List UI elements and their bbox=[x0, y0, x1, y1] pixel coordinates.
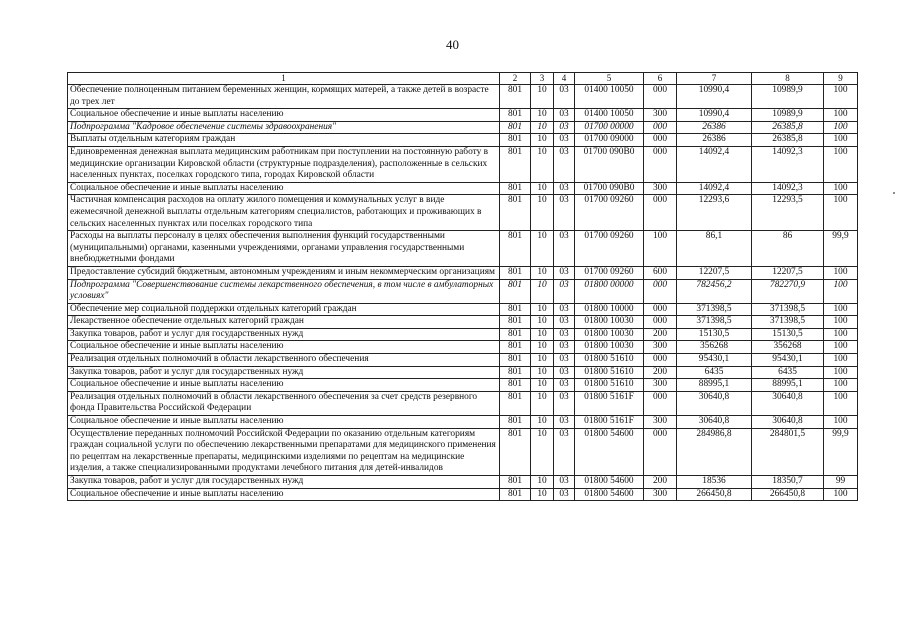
executed-amount-cell: 26385,8 bbox=[752, 121, 824, 134]
section-code-cell: 10 bbox=[531, 146, 554, 182]
ministry-code-cell: 801 bbox=[500, 476, 531, 489]
target-article-cell: 01700 09260 bbox=[575, 231, 644, 267]
ministry-code-cell: 801 bbox=[500, 316, 531, 329]
subsection-code-cell: 03 bbox=[554, 316, 575, 329]
planned-amount-cell: 10990,4 bbox=[677, 85, 752, 109]
target-article-cell: 01800 54600 bbox=[575, 488, 644, 501]
table-row bbox=[68, 416, 858, 429]
subsection-code-cell: 03 bbox=[554, 391, 575, 415]
target-article-cell: 01700 09000 bbox=[575, 134, 644, 147]
table-row bbox=[68, 428, 858, 475]
expense-type-cell: 000 bbox=[644, 195, 677, 231]
subsection-code-cell: 03 bbox=[554, 416, 575, 429]
target-article-cell: 01700 090В0 bbox=[575, 182, 644, 195]
ministry-code-cell: 801 bbox=[500, 416, 531, 429]
section-code-cell: 10 bbox=[531, 354, 554, 367]
ministry-code-cell: 801 bbox=[500, 328, 531, 341]
page-number: 40 bbox=[446, 37, 459, 52]
header-cell: 1 bbox=[68, 73, 500, 85]
target-article-cell: 01800 54600 bbox=[575, 476, 644, 489]
table-row bbox=[68, 354, 858, 367]
section-code-cell: 10 bbox=[531, 279, 554, 303]
executed-amount-cell: 86 bbox=[752, 231, 824, 267]
ministry-code-cell: 801 bbox=[500, 341, 531, 354]
expense-type-cell: 300 bbox=[644, 416, 677, 429]
expense-type-cell: 200 bbox=[644, 366, 677, 379]
header-cell: 5 bbox=[575, 73, 644, 85]
item-name-cell: Обеспечение мер социальной поддержки отдельных категорий граждан bbox=[68, 303, 500, 316]
executed-amount-cell: 10989,9 bbox=[752, 109, 824, 122]
table-row bbox=[68, 146, 858, 182]
table-row bbox=[68, 109, 858, 122]
subsection-code-cell: 03 bbox=[554, 379, 575, 392]
target-article-cell: 01800 10030 bbox=[575, 328, 644, 341]
execution-percent-cell: 100 bbox=[824, 121, 858, 134]
table-row bbox=[68, 279, 858, 303]
execution-percent-cell: 100 bbox=[824, 182, 858, 195]
execution-percent-cell: 100 bbox=[824, 416, 858, 429]
expense-type-cell: 300 bbox=[644, 182, 677, 195]
header-cell: 8 bbox=[752, 73, 824, 85]
planned-amount-cell: 356268 bbox=[677, 341, 752, 354]
table-row bbox=[68, 182, 858, 195]
executed-amount-cell: 371398,5 bbox=[752, 303, 824, 316]
execution-percent-cell: 99,9 bbox=[824, 231, 858, 267]
execution-percent-cell: 100 bbox=[824, 279, 858, 303]
target-article-cell: 01800 10000 bbox=[575, 303, 644, 316]
ministry-code-cell: 801 bbox=[500, 391, 531, 415]
executed-amount-cell: 356268 bbox=[752, 341, 824, 354]
subsection-code-cell: 03 bbox=[554, 146, 575, 182]
execution-percent-cell: 100 bbox=[824, 134, 858, 147]
table-row bbox=[68, 303, 858, 316]
scan-speck bbox=[893, 192, 895, 194]
expense-type-cell: 200 bbox=[644, 328, 677, 341]
section-code-cell: 10 bbox=[531, 416, 554, 429]
executed-amount-cell: 15130,5 bbox=[752, 328, 824, 341]
item-name-cell: Социальное обеспечение и иные выплаты населению bbox=[68, 379, 500, 392]
item-name-cell: Закупка товаров, работ и услуг для государственных нужд bbox=[68, 476, 500, 489]
subsection-code-cell: 03 bbox=[554, 266, 575, 279]
subsection-code-cell: 03 bbox=[554, 134, 575, 147]
expense-type-cell: 000 bbox=[644, 428, 677, 475]
execution-percent-cell: 100 bbox=[824, 316, 858, 329]
expense-type-cell: 000 bbox=[644, 391, 677, 415]
expense-type-cell: 000 bbox=[644, 134, 677, 147]
expense-type-cell: 100 bbox=[644, 231, 677, 267]
table-row bbox=[68, 379, 858, 392]
planned-amount-cell: 12293,6 bbox=[677, 195, 752, 231]
execution-percent-cell: 100 bbox=[824, 303, 858, 316]
section-code-cell: 10 bbox=[531, 328, 554, 341]
item-name-cell: Осуществление переданных полномочий Российской Федерации по оказанию отдельным категориям граждан социальной услуги по обеспечению лекарственными препаратами для медицинского применения по рецептам на лекарственные препараты, медицинскими изделиями по рецептам на медицинские изделия, а также специализированными продуктами лечебного питания для детей-инвалидов bbox=[68, 428, 500, 475]
expense-type-cell: 000 bbox=[644, 85, 677, 109]
expense-type-cell: 300 bbox=[644, 109, 677, 122]
expense-type-cell: 000 bbox=[644, 146, 677, 182]
expense-type-cell: 000 bbox=[644, 354, 677, 367]
expense-type-cell: 000 bbox=[644, 279, 677, 303]
item-name-cell: Подпрограмма "Совершенствование системы лекарственного обеспечения, в том числе в амбулаторных условиях" bbox=[68, 279, 500, 303]
item-name-cell: Реализация отдельных полномочий в области лекарственного обеспечения bbox=[68, 354, 500, 367]
target-article-cell: 01700 09260 bbox=[575, 266, 644, 279]
section-code-cell: 10 bbox=[531, 428, 554, 475]
target-article-cell: 01800 5161F bbox=[575, 391, 644, 415]
subsection-code-cell: 03 bbox=[554, 488, 575, 501]
table-row bbox=[68, 328, 858, 341]
header-cell: 9 bbox=[824, 73, 858, 85]
item-name-cell: Социальное обеспечение и иные выплаты населению bbox=[68, 341, 500, 354]
item-name-cell: Социальное обеспечение и иные выплаты населению bbox=[68, 182, 500, 195]
item-name-cell: Расходы на выплаты персоналу в целях обеспечения выполнения функций государственными (муниципальными) органами, казенными учреждениями, органами управления государственными внебюджетными фондами bbox=[68, 231, 500, 267]
expense-type-cell: 000 bbox=[644, 316, 677, 329]
subsection-code-cell: 03 bbox=[554, 476, 575, 489]
section-code-cell: 10 bbox=[531, 231, 554, 267]
target-article-cell: 01800 54600 bbox=[575, 428, 644, 475]
planned-amount-cell: 30640,8 bbox=[677, 416, 752, 429]
target-article-cell: 01800 10030 bbox=[575, 341, 644, 354]
item-name-cell: Выплаты отдельным категориям граждан bbox=[68, 134, 500, 147]
executed-amount-cell: 18350,7 bbox=[752, 476, 824, 489]
planned-amount-cell: 86,1 bbox=[677, 231, 752, 267]
table-row bbox=[68, 366, 858, 379]
target-article-cell: 01700 00000 bbox=[575, 121, 644, 134]
subsection-code-cell: 03 bbox=[554, 109, 575, 122]
ministry-code-cell: 801 bbox=[500, 488, 531, 501]
ministry-code-cell: 801 bbox=[500, 266, 531, 279]
executed-amount-cell: 88995,1 bbox=[752, 379, 824, 392]
subsection-code-cell: 03 bbox=[554, 121, 575, 134]
table-header-row bbox=[68, 73, 858, 85]
planned-amount-cell: 6435 bbox=[677, 366, 752, 379]
planned-amount-cell: 18536 bbox=[677, 476, 752, 489]
item-name-cell: Закупка товаров, работ и услуг для государственных нужд bbox=[68, 366, 500, 379]
header-cell: 6 bbox=[644, 73, 677, 85]
planned-amount-cell: 284986,8 bbox=[677, 428, 752, 475]
executed-amount-cell: 26385,8 bbox=[752, 134, 824, 147]
header-cell: 2 bbox=[500, 73, 531, 85]
section-code-cell: 10 bbox=[531, 379, 554, 392]
subsection-code-cell: 03 bbox=[554, 341, 575, 354]
subsection-code-cell: 03 bbox=[554, 85, 575, 109]
section-code-cell: 10 bbox=[531, 488, 554, 501]
section-code-cell: 10 bbox=[531, 182, 554, 195]
table-row bbox=[68, 316, 858, 329]
table-row bbox=[68, 341, 858, 354]
item-name-cell: Подпрограмма "Кадровое обеспечение системы здравоохранения" bbox=[68, 121, 500, 134]
executed-amount-cell: 14092,3 bbox=[752, 146, 824, 182]
planned-amount-cell: 26386 bbox=[677, 134, 752, 147]
table-row bbox=[68, 266, 858, 279]
executed-amount-cell: 30640,8 bbox=[752, 391, 824, 415]
execution-percent-cell: 100 bbox=[824, 328, 858, 341]
execution-percent-cell: 100 bbox=[824, 195, 858, 231]
table-body bbox=[68, 85, 858, 501]
table-row bbox=[68, 121, 858, 134]
ministry-code-cell: 801 bbox=[500, 428, 531, 475]
item-name-cell: Социальное обеспечение и иные выплаты населению bbox=[68, 109, 500, 122]
planned-amount-cell: 12207,5 bbox=[677, 266, 752, 279]
item-name-cell: Реализация отдельных полномочий в области лекарственного обеспечения за счет средств резервного фонда Правительства Российской Федерации bbox=[68, 391, 500, 415]
ministry-code-cell: 801 bbox=[500, 231, 531, 267]
execution-percent-cell: 100 bbox=[824, 354, 858, 367]
expense-type-cell: 200 bbox=[644, 476, 677, 489]
table-row bbox=[68, 195, 858, 231]
section-code-cell: 10 bbox=[531, 195, 554, 231]
section-code-cell: 10 bbox=[531, 341, 554, 354]
expense-type-cell: 300 bbox=[644, 341, 677, 354]
execution-percent-cell: 100 bbox=[824, 146, 858, 182]
execution-percent-cell: 100 bbox=[824, 266, 858, 279]
planned-amount-cell: 95430,1 bbox=[677, 354, 752, 367]
section-code-cell: 10 bbox=[531, 134, 554, 147]
executed-amount-cell: 10989,9 bbox=[752, 85, 824, 109]
executed-amount-cell: 266450,8 bbox=[752, 488, 824, 501]
planned-amount-cell: 26386 bbox=[677, 121, 752, 134]
item-name-cell: Единовременная денежная выплата медицинским работникам при поступлении на постоянную работу в медицинские организации Кировской области (структурные подразделения), расположенные в сельских населенных пунктах, поселках городского типа, городах Кировской области bbox=[68, 146, 500, 182]
ministry-code-cell: 801 bbox=[500, 354, 531, 367]
executed-amount-cell: 12207,5 bbox=[752, 266, 824, 279]
header-cell: 7 bbox=[677, 73, 752, 85]
planned-amount-cell: 88995,1 bbox=[677, 379, 752, 392]
table-row bbox=[68, 134, 858, 147]
execution-percent-cell: 99 bbox=[824, 476, 858, 489]
header-cell: 4 bbox=[554, 73, 575, 85]
subsection-code-cell: 03 bbox=[554, 428, 575, 475]
planned-amount-cell: 782456,2 bbox=[677, 279, 752, 303]
target-article-cell: 01800 51610 bbox=[575, 379, 644, 392]
ministry-code-cell: 801 bbox=[500, 366, 531, 379]
item-name-cell: Частичная компенсация расходов на оплату жилого помещения и коммунальных услуг в виде ежемесячной денежной выплаты отдельным категориям специалистов, работающих и проживающих в сельских населенных пунктах или поселках городского типа bbox=[68, 195, 500, 231]
executed-amount-cell: 14092,3 bbox=[752, 182, 824, 195]
budget-table bbox=[67, 72, 858, 501]
execution-percent-cell: 100 bbox=[824, 85, 858, 109]
ministry-code-cell: 801 bbox=[500, 85, 531, 109]
target-article-cell: 01800 51610 bbox=[575, 366, 644, 379]
target-article-cell: 01800 5161F bbox=[575, 416, 644, 429]
section-code-cell: 10 bbox=[531, 85, 554, 109]
ministry-code-cell: 801 bbox=[500, 279, 531, 303]
subsection-code-cell: 03 bbox=[554, 354, 575, 367]
subsection-code-cell: 03 bbox=[554, 195, 575, 231]
target-article-cell: 01700 090В0 bbox=[575, 146, 644, 182]
execution-percent-cell: 99,9 bbox=[824, 428, 858, 475]
planned-amount-cell: 10990,4 bbox=[677, 109, 752, 122]
execution-percent-cell: 100 bbox=[824, 379, 858, 392]
subsection-code-cell: 03 bbox=[554, 303, 575, 316]
section-code-cell: 10 bbox=[531, 391, 554, 415]
header-cell: 3 bbox=[531, 73, 554, 85]
planned-amount-cell: 15130,5 bbox=[677, 328, 752, 341]
section-code-cell: 10 bbox=[531, 366, 554, 379]
planned-amount-cell: 371398,5 bbox=[677, 316, 752, 329]
section-code-cell: 10 bbox=[531, 303, 554, 316]
executed-amount-cell: 12293,5 bbox=[752, 195, 824, 231]
ministry-code-cell: 801 bbox=[500, 121, 531, 134]
target-article-cell: 01800 10030 bbox=[575, 316, 644, 329]
table-row bbox=[68, 488, 858, 501]
expense-type-cell: 300 bbox=[644, 488, 677, 501]
section-code-cell: 10 bbox=[531, 121, 554, 134]
item-name-cell: Социальное обеспечение и иные выплаты населению bbox=[68, 416, 500, 429]
section-code-cell: 10 bbox=[531, 316, 554, 329]
executed-amount-cell: 284801,5 bbox=[752, 428, 824, 475]
ministry-code-cell: 801 bbox=[500, 195, 531, 231]
section-code-cell: 10 bbox=[531, 476, 554, 489]
ministry-code-cell: 801 bbox=[500, 134, 531, 147]
item-name-cell: Лекарственное обеспечение отдельных категорий граждан bbox=[68, 316, 500, 329]
subsection-code-cell: 03 bbox=[554, 328, 575, 341]
target-article-cell: 01400 10050 bbox=[575, 85, 644, 109]
expense-type-cell: 000 bbox=[644, 121, 677, 134]
subsection-code-cell: 03 bbox=[554, 182, 575, 195]
planned-amount-cell: 14092,4 bbox=[677, 146, 752, 182]
target-article-cell: 01700 09260 bbox=[575, 195, 644, 231]
item-name-cell: Обеспечение полноценным питанием беременных женщин, кормящих матерей, а также детей в возрасте до трех лет bbox=[68, 85, 500, 109]
section-code-cell: 10 bbox=[531, 109, 554, 122]
execution-percent-cell: 100 bbox=[824, 366, 858, 379]
executed-amount-cell: 30640,8 bbox=[752, 416, 824, 429]
subsection-code-cell: 03 bbox=[554, 366, 575, 379]
expense-type-cell: 600 bbox=[644, 266, 677, 279]
item-name-cell: Предоставление субсидий бюджетным, автономным учреждениям и иным некоммерческим организациям bbox=[68, 266, 500, 279]
planned-amount-cell: 266450,8 bbox=[677, 488, 752, 501]
table-row bbox=[68, 231, 858, 267]
target-article-cell: 01800 51610 bbox=[575, 354, 644, 367]
ministry-code-cell: 801 bbox=[500, 146, 531, 182]
target-article-cell: 01400 10050 bbox=[575, 109, 644, 122]
expense-type-cell: 000 bbox=[644, 303, 677, 316]
ministry-code-cell: 801 bbox=[500, 379, 531, 392]
ministry-code-cell: 801 bbox=[500, 182, 531, 195]
section-code-cell: 10 bbox=[531, 266, 554, 279]
table-row bbox=[68, 476, 858, 489]
execution-percent-cell: 100 bbox=[824, 341, 858, 354]
planned-amount-cell: 30640,8 bbox=[677, 391, 752, 415]
execution-percent-cell: 100 bbox=[824, 109, 858, 122]
executed-amount-cell: 95430,1 bbox=[752, 354, 824, 367]
table-row bbox=[68, 85, 858, 109]
subsection-code-cell: 03 bbox=[554, 231, 575, 267]
ministry-code-cell: 801 bbox=[500, 303, 531, 316]
planned-amount-cell: 371398,5 bbox=[677, 303, 752, 316]
planned-amount-cell: 14092,4 bbox=[677, 182, 752, 195]
executed-amount-cell: 6435 bbox=[752, 366, 824, 379]
execution-percent-cell: 100 bbox=[824, 488, 858, 501]
item-name-cell: Закупка товаров, работ и услуг для государственных нужд bbox=[68, 328, 500, 341]
executed-amount-cell: 371398,5 bbox=[752, 316, 824, 329]
item-name-cell: Социальное обеспечение и иные выплаты населению bbox=[68, 488, 500, 501]
executed-amount-cell: 782270,9 bbox=[752, 279, 824, 303]
target-article-cell: 01800 00000 bbox=[575, 279, 644, 303]
expense-type-cell: 300 bbox=[644, 379, 677, 392]
table-row bbox=[68, 391, 858, 415]
subsection-code-cell: 03 bbox=[554, 279, 575, 303]
execution-percent-cell: 100 bbox=[824, 391, 858, 415]
ministry-code-cell: 801 bbox=[500, 109, 531, 122]
